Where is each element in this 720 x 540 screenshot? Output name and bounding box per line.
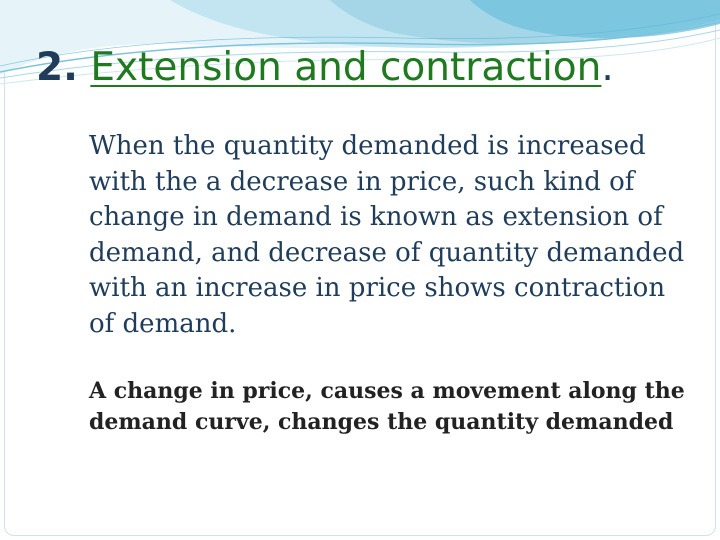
title-text: Extension and contraction — [90, 45, 602, 90]
title-period: . — [601, 45, 614, 90]
body-paragraph: When the quantity demanded is increased with the a decrease in price, such kind of change in demand is known as extension of demand, and decrease of quantity demanded with an increase in price shows contraction of demand. — [89, 131, 685, 339]
title-number: 2. — [36, 45, 78, 90]
slide-title — [36, 46, 614, 91]
bold-paragraph: A change in price, causes a movement along the demand curve, changes the quantity demanded — [89, 378, 685, 435]
